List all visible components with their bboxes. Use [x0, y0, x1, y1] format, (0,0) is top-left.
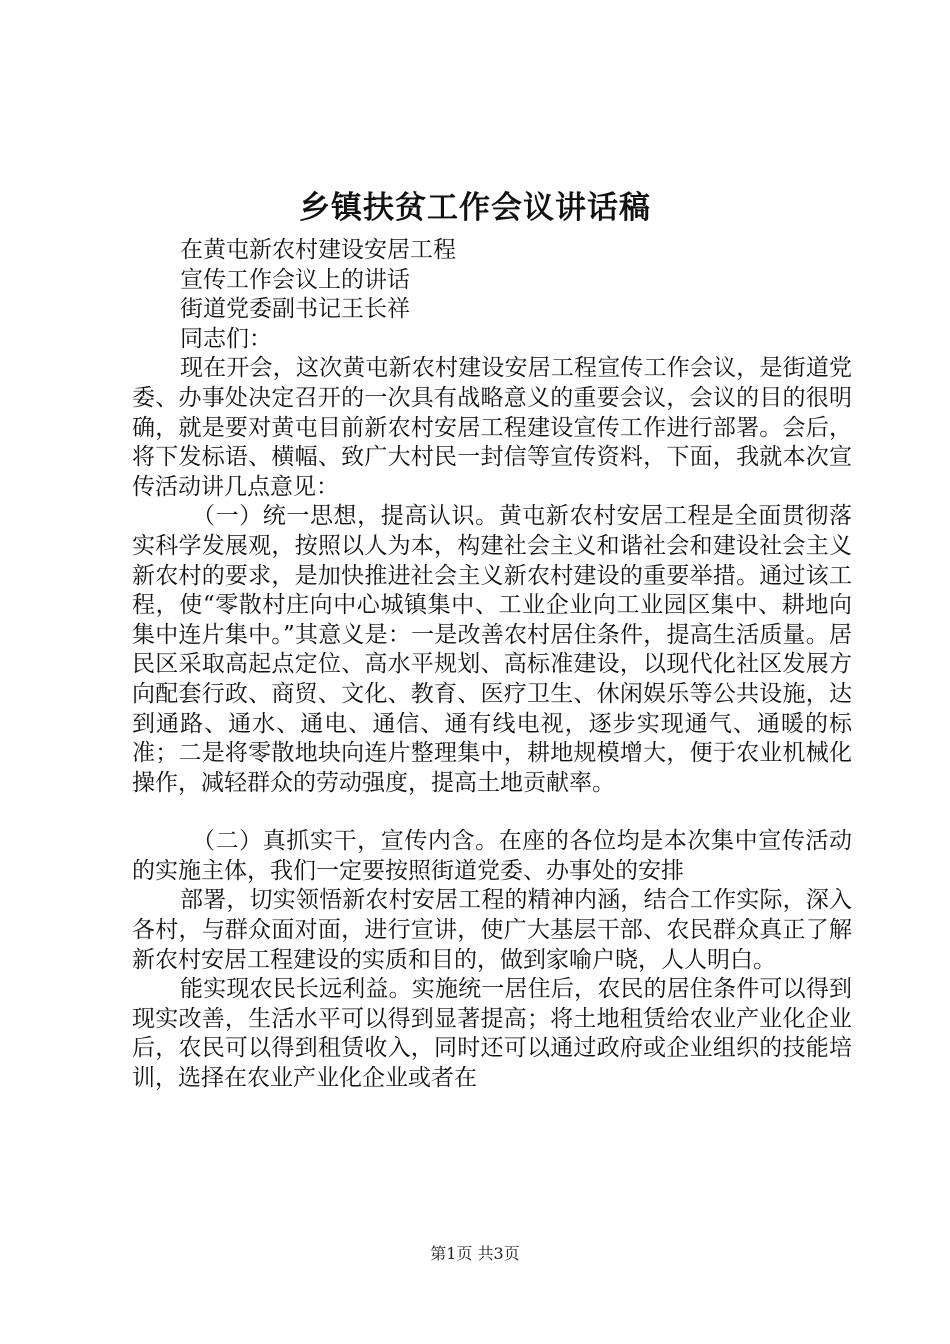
document-title: 乡镇扶贫工作会议讲话稿 — [299, 190, 651, 226]
paragraph-section-two: （二）真抓实干，宣传内含。在座的各位均是本次集中宣传活动的实施主体，我们一定要按照街道党委、办事处的安排 — [132, 828, 852, 884]
paragraph-gap — [132, 798, 852, 827]
paragraph-section-one: （一）统一思想，提高认识。黄屯新农村安居工程是全面贯彻落实科学发展观，按照以人为本，构建社会主义和谐社会和建设社会主义新农村的要求，是加快推进社会主义新农村建设的重要举措。通过该工程，使“零散村庄向中心城镇集中、工业企业向工业园区集中、耕地向集中连片集中。”其意义是：一是改善农村居住条件，提高生活质量。居民区采取高起点定位、高水平规划、高标准建设，以现代化社区发展方向配套行政、商贸、文化、教育、医疗卫生、休闲娱乐等公共设施，达到通路、通水、通电、通信、通有线电视，逐步实现通气、通暖的标准；二是将零散地块向连片整理集中，耕地规模增大，便于农业机械化操作，减轻群众的劳动强度，提高土地贡献率。 — [132, 503, 852, 796]
paragraph-opening: 现在开会，这次黄屯新农村建设安居工程宣传工作会议，是街道党委、办事处决定召开的一次具有战略意义的重要会议，会议的目的很明确，就是要对黄屯目前新农村安居工程建设宣传工作进行部署。会后，将下发标语、横幅、致广大村民一封信等宣传资料，下面，我就本次宣传活动讲几点意见： — [132, 355, 852, 500]
speech-location-line: 在黄屯新农村建设安居工程 — [180, 237, 456, 263]
paragraph-benefits: 能实现农民长远利益。实施统一居住后，农民的居住条件可以得到现实改善，生活水平可以得到显著提高；将土地租赁给农业产业化企业后，农民可以得到租赁收入，同时还可以通过政府或企业组织的技能培训，选择在农业产业化企业或者在 — [132, 976, 852, 1092]
speaker-line: 街道党委副书记王长祥 — [180, 296, 410, 323]
speech-occasion-line: 宣传工作会议上的讲话 — [180, 266, 410, 293]
paragraph-deployment: 部署，切实领悟新农村安居工程的精神内涵，结合工作实际，深入各村，与群众面对面，进行宣讲，使广大基层干部、农民群众真正了解新农村安居工程建设的实质和目的，做到家喻户晓，人人明白。 — [132, 887, 852, 973]
document-body — [132, 236, 852, 1094]
salutation-line: 同志们： — [180, 325, 272, 352]
page-footer: 第1页 共3页 — [430, 1244, 520, 1263]
